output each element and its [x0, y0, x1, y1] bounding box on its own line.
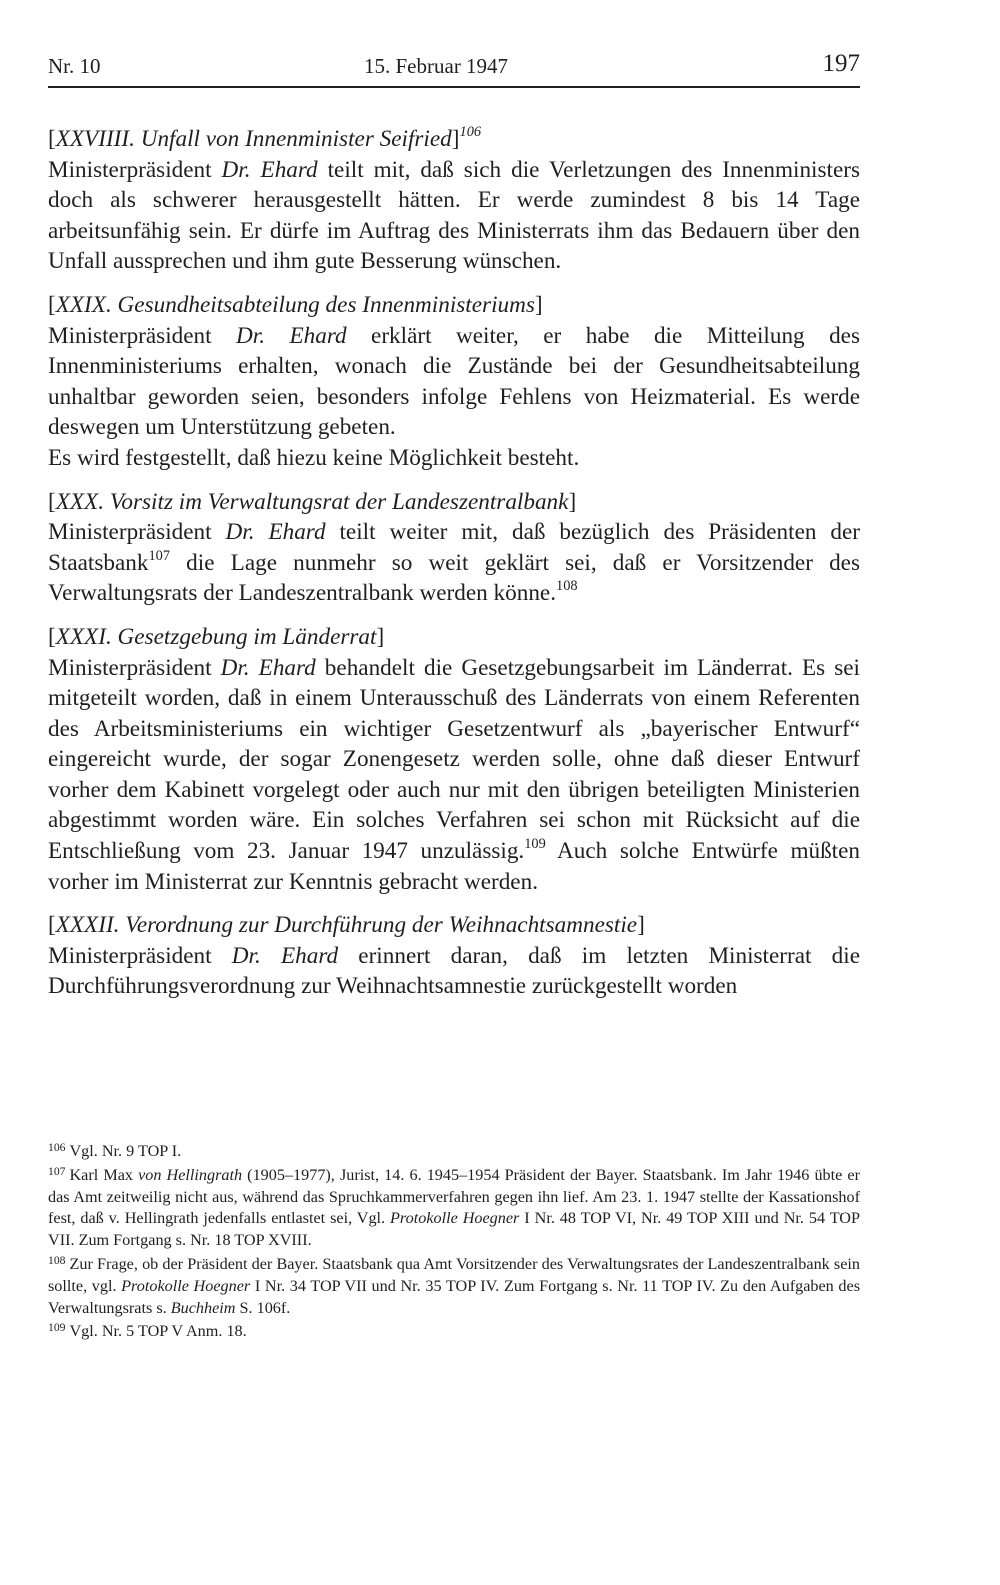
person-name: Ehard	[289, 322, 347, 349]
paragraph: Ministerpräsident Dr. Ehard behandelt die Gesetzgebungsarbeit im Länderrat. Es sei mitgeteilt worden, daß in einem Unterausschuß des Länderrats von einem Referenten des Arbeitsministeriums ein wichtiger Gesetzentwurf als „bayerischer Entwurf“ eingereicht wurde, der sogar Zonengesetz werden solle, ohne daß dieser Entwurf vorher dem Kabinett vorgelegt oder auch nur mit den übrigen beteiligten Ministerien abgestimmt worden wäre. Ein solches Verfahren sei schon mit Rücksicht auf die Entschließung vom 23. Januar 1947 unzulässig.$^{109}$ Auch solche Entwürfe müßten vorher im Ministerrat zur Kenntnis gebracht werden.	[48, 654, 860, 895]
footnote-number: 109	[48, 1321, 66, 1335]
footnote-number: 107	[48, 1164, 66, 1178]
section-heading: [XXVIIII. Unfall von Innenminister Seifried]$^{106}$	[48, 123, 482, 152]
section-heading: [XXIX. Gesundheitsabteilung des Innenministeriums]	[48, 291, 543, 318]
footnote-ref: 106	[459, 123, 482, 140]
person-name: Ehard	[280, 942, 339, 969]
document-number: Nr. 10	[48, 54, 101, 78]
footnote-ref: 107	[148, 547, 171, 564]
footnote: $^{108}$ Zur Frage, ob der Präsident der Bayer. Staatsbank qua Amt Vorsitzender des Verwaltungsrates der Landeszentralbank sein sollte, vgl. Protokolle Hoegner I Nr. 34 TOP VII und Nr. 35 TOP IV. Zum Fortgang s. Nr. 11 TOP IV. Zu den Aufgaben des Verwaltungsrats s. Buchheim S. 106f.	[48, 1253, 860, 1317]
footnote-ref: 109	[524, 836, 546, 852]
section-heading: [XXXI. Gesetzgebung im Länderrat]	[48, 623, 385, 650]
paragraph: Ministerpräsident Dr. Ehard teilt weiter mit, daß bezüglich des Präsidenten der Staatsbank$^{107}$ die Lage nunmehr so weit geklärt sei, daß er Vorsitzender des Verwaltungsrats der Landeszentralbank werden könne.$^{108}$	[48, 519, 860, 607]
document-date: 15. Februar 1947	[364, 54, 509, 78]
footnote-number: 108	[48, 1253, 66, 1267]
footnotes	[48, 1141, 860, 1345]
person-name: Ehard	[258, 654, 316, 681]
footnote: $^{107}$ Karl Max von Hellingrath (1905–1977), Jurist, 14. 6. 1945–1954 Präsident der Bayer. Staatsbank. Im Jahr 1946 übte er das Amt zeitweilig nicht aus, während das Spruchkammerverfahren gegen ihn lief. Am 23. 1. 1947 stellte der Kassationshof fest, daß v. Hellingrath jedenfalls entlastet sei, Vgl. Protokolle Hoegner I Nr. 48 TOP VI, Nr. 49 TOP XIII und Nr. 54 TOP VII. Zum Fortgang s. Nr. 18 TOP XVIII.	[48, 1164, 860, 1250]
page-number: 197	[822, 50, 860, 77]
section-heading: [XXXII. Verordnung zur Durchführung der Weihnachtsamnestie]	[48, 912, 645, 939]
paragraph: Ministerpräsident Dr. Ehard erinnert daran, daß im letzten Ministerrat die Durchführungsverordnung zur Weihnachtsamnestie zurückgestellt worden	[48, 942, 861, 1000]
page-header	[48, 50, 860, 88]
section-heading: [XXX. Vorsitz im Verwaltungsrat der Landeszentralbank]	[48, 488, 577, 515]
footnote: $^{109}$ Vgl. Nr. 5 TOP V Anm. 18.	[48, 1321, 247, 1341]
footnote-ref: 108	[556, 578, 578, 595]
paragraph: Ministerpräsident Dr. Ehard teilt mit, daß sich die Verletzungen des Innenministers doch als schwerer herausgestellt hätten. Er werde zumindest 8 bis 14 Tage arbeitsunfähig sein. Er dürfe im Auftrag des Ministerrats ihm das Bedauern über den Unfall aussprechen und ihm gute Besserung wünschen.	[48, 156, 861, 275]
paragraph: Es wird festgestellt, daß hiezu keine Möglichkeit besteht.	[48, 444, 580, 471]
footnote-number: 106	[48, 1140, 66, 1154]
footnote: $^{106}$ Vgl. Nr. 9 TOP I.	[48, 1140, 182, 1160]
person-name: Ehard	[268, 519, 326, 546]
main-text	[48, 124, 860, 1002]
person-name: Ehard	[260, 156, 318, 183]
paragraph: Ministerpräsident Dr. Ehard erklärt weiter, er habe die Mitteilung des Innenministeriums erhalten, wonach die Zustände bei der Gesundheitsabteilung unhaltbar geworden seien, besonders infolge Fehlens von Heizmaterial. Es werde deswegen um Unterstützung gebeten.	[48, 322, 860, 441]
